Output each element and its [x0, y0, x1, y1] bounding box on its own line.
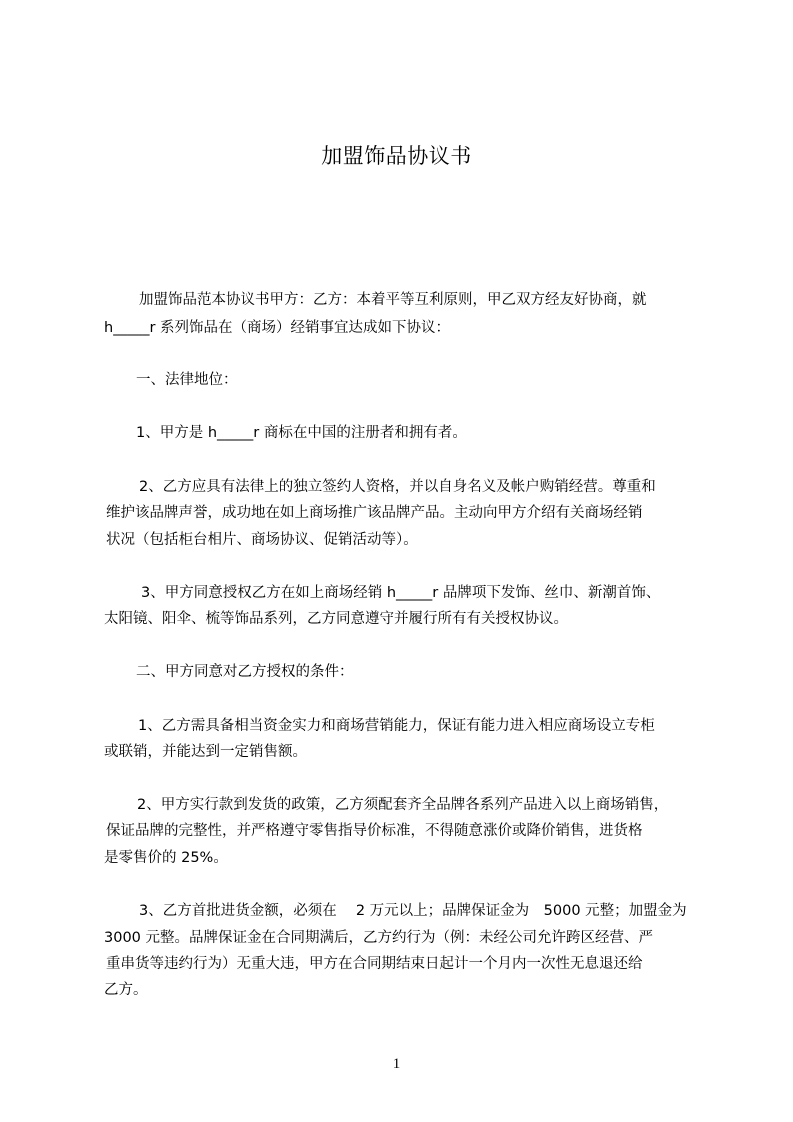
paragraph-line: 或联销，并能达到一定销售额。 [104, 744, 307, 760]
paragraph-line: 乙方。 [104, 982, 148, 998]
paragraph-line: 2、甲方实行款到发货的政策，乙方须配套齐全品牌各系列产品进入以上商场销售， [137, 797, 669, 813]
page-number: 1 [392, 1056, 401, 1072]
paragraph-line: 2、乙方应具有法律上的独立签约人资格，并以自身名义及帐户购销经营。尊重和 [139, 479, 656, 495]
paragraph-line: 保证品牌的完整性，并严格遵守零售指导价标准，不得随意涨价或降价销售，进货格 [106, 823, 643, 839]
paragraph-line: 加盟饰品范本协议书甲方：乙方：本着平等互利原则，甲乙双方经友好协商，就 [139, 292, 647, 308]
document-title: 加盟饰品协议书 [321, 144, 472, 168]
section-heading: 一、法律地位： [136, 372, 238, 388]
paragraph-line: 重串货等违约行为）无重大违，甲方在合同期结束日起计一个月内一次性无息退还给 [106, 956, 643, 972]
paragraph-line: 1、甲方是 h_____r 商标在中国的注册者和拥有者。 [136, 425, 467, 441]
paragraph-line: 1、乙方需具备相当资金实力和商场营销能力，保证有能力进入相应商场设立专柜 [138, 718, 655, 734]
paragraph-line: 维护该品牌声誉，成功地在如上商场推广该品牌产品。主动向甲方介绍有关商场经销 [106, 505, 643, 521]
paragraph-line: 3000 元整。品牌保证金在合同期满后，乙方约行为（例：未经公司允许跨区经营、严 [104, 930, 654, 946]
section-heading: 二、甲方同意对乙方授权的条件： [136, 664, 354, 680]
paragraph-line: 是零售价的 25%。 [104, 850, 228, 866]
paragraph-line: 状况（包括柜台相片、商场协议、促销活动等）。 [106, 532, 418, 548]
paragraph-line: 太阳镜、阳伞、梳等饰品系列，乙方同意遵守并履行所有有关授权协议。 [104, 611, 568, 627]
paragraph-line: 3、甲方同意授权乙方在如上商场经销 h_____r 品牌项下发饰、丝巾、新潮首饰、 [141, 585, 661, 601]
paragraph-line: h_____r 系列饰品在（商场）经销事宜达成如下协议： [104, 320, 451, 336]
paragraph-line: 3、乙方首批进货金额，必须在 2 万元以上；品牌保证金为 5000 元整；加盟金为 [139, 903, 687, 919]
